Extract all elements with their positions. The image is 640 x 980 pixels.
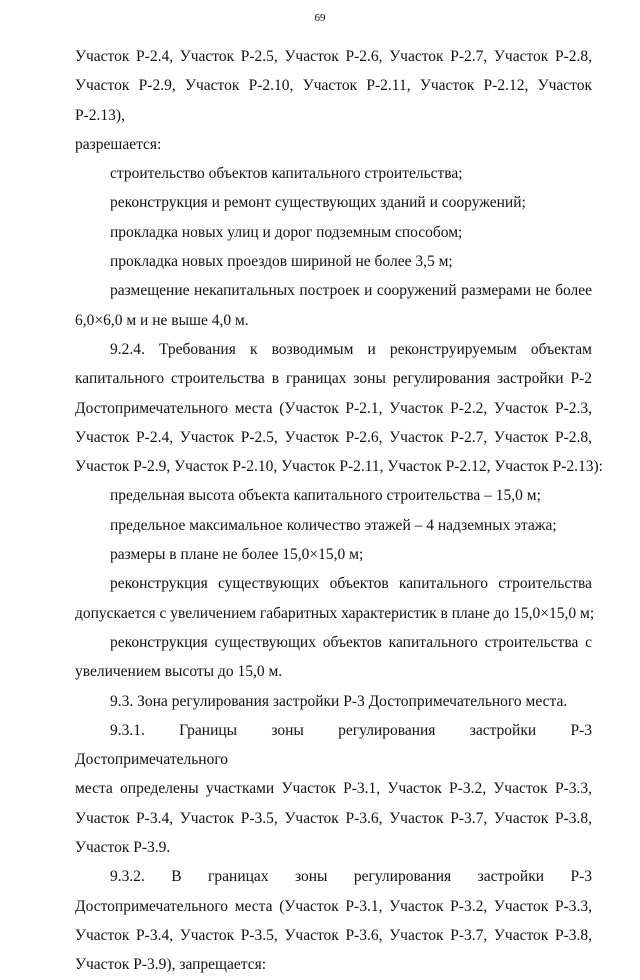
text-line: Участок Р-3.4, Участок Р-3.5, Участок Р-3.6, Участок Р-3.7, Участок Р-3.8,: [75, 926, 592, 944]
section-9-3-heading: 9.3. Зона регулирования застройки Р-3 Достопримечательного места.: [110, 692, 568, 710]
section-9-3-1: [75, 716, 592, 862]
list-item: [75, 628, 592, 687]
paragraph-continuation: [75, 42, 592, 159]
text-line: Участок Р-2.9, Участок Р-2.10, Участок Р-2.11, Участок Р-2.12, Участок Р-2.13),: [75, 77, 592, 124]
text-line: разрешается:: [75, 135, 162, 153]
text-line: капитального строительства в границах зоны регулирования застройки Р-2: [75, 370, 592, 388]
text-line: допускается с увеличением габаритных характеристик в плане до 15,0×15,0 м;: [75, 604, 595, 622]
list-item: [75, 569, 595, 628]
page-number: 69: [314, 12, 326, 24]
text-line: 9.3.1. Границы зоны регулирования застройки Р-3 Достопримечательного: [75, 721, 592, 769]
section-9-2-4: [75, 335, 603, 481]
list-item: строительство объектов капитального строительства;: [110, 165, 463, 183]
list-item: прокладка новых улиц и дорог подземным способом;: [110, 223, 463, 241]
text-line: реконструкция существующих объектов капитального строительства с: [110, 633, 592, 651]
text-line: размещение некапитальных построек и сооружений размерами не более: [110, 282, 592, 300]
list-item: прокладка новых проездов шириной не более 3,5 м;: [110, 253, 453, 271]
text-line: Участок Р-3.9.: [75, 839, 171, 857]
text-line: Участок Р-2.4, Участок Р-2.5, Участок Р-2.6, Участок Р-2.7, Участок Р-2.8,: [75, 48, 592, 65]
text-line: 6,0×6,0 м и не выше 4,0 м.: [75, 311, 249, 329]
text-line: 9.3.2. В границах зоны регулирования застройки Р-3: [110, 868, 592, 886]
text-line: 9.2.4. Требования к возводимым и реконструируемым объектам: [110, 340, 592, 358]
text-line: реконструкция существующих объектов капитального строительства: [110, 575, 592, 593]
text-line: Участок Р-3.4, Участок Р-3.5, Участок Р-3.6, Участок Р-3.7, Участок Р-3.8,: [75, 809, 592, 827]
section-9-3-2: [75, 862, 592, 979]
text-line: увеличением высоты до 15,0 м.: [75, 663, 283, 681]
document-body: [75, 42, 603, 980]
list-item: реконструкция и ремонт существующих зданий и сооружений;: [110, 194, 526, 212]
text-line: Достопримечательного места (Участок Р-2.1, Участок Р-2.2, Участок Р-2.3,: [75, 399, 592, 417]
list-item: размеры в плане не более 15,0×15,0 м;: [110, 546, 364, 564]
text-line: Достопримечательного места (Участок Р-3.1, Участок Р-3.2, Участок Р-3.3,: [75, 897, 592, 915]
text-line: Участок Р-2.4, Участок Р-2.5, Участок Р-2.6, Участок Р-2.7, Участок Р-2.8,: [75, 428, 592, 446]
list-item: предельная высота объекта капитального строительства – 15,0 м;: [110, 487, 541, 505]
text-line: Участок Р-2.9, Участок Р-2.10, Участок Р-2.11, Участок Р-2.12, Участок Р-2.13):: [75, 458, 603, 476]
list-item: предельное максимальное количество этажей – 4 надземных этажа;: [110, 516, 557, 534]
text-line: Участок Р-3.9), запрещается:: [75, 956, 267, 974]
text-line: места определены участками Участок Р-3.1, Участок Р-3.2, Участок Р-3.3,: [75, 780, 592, 798]
list-item: [75, 276, 592, 335]
